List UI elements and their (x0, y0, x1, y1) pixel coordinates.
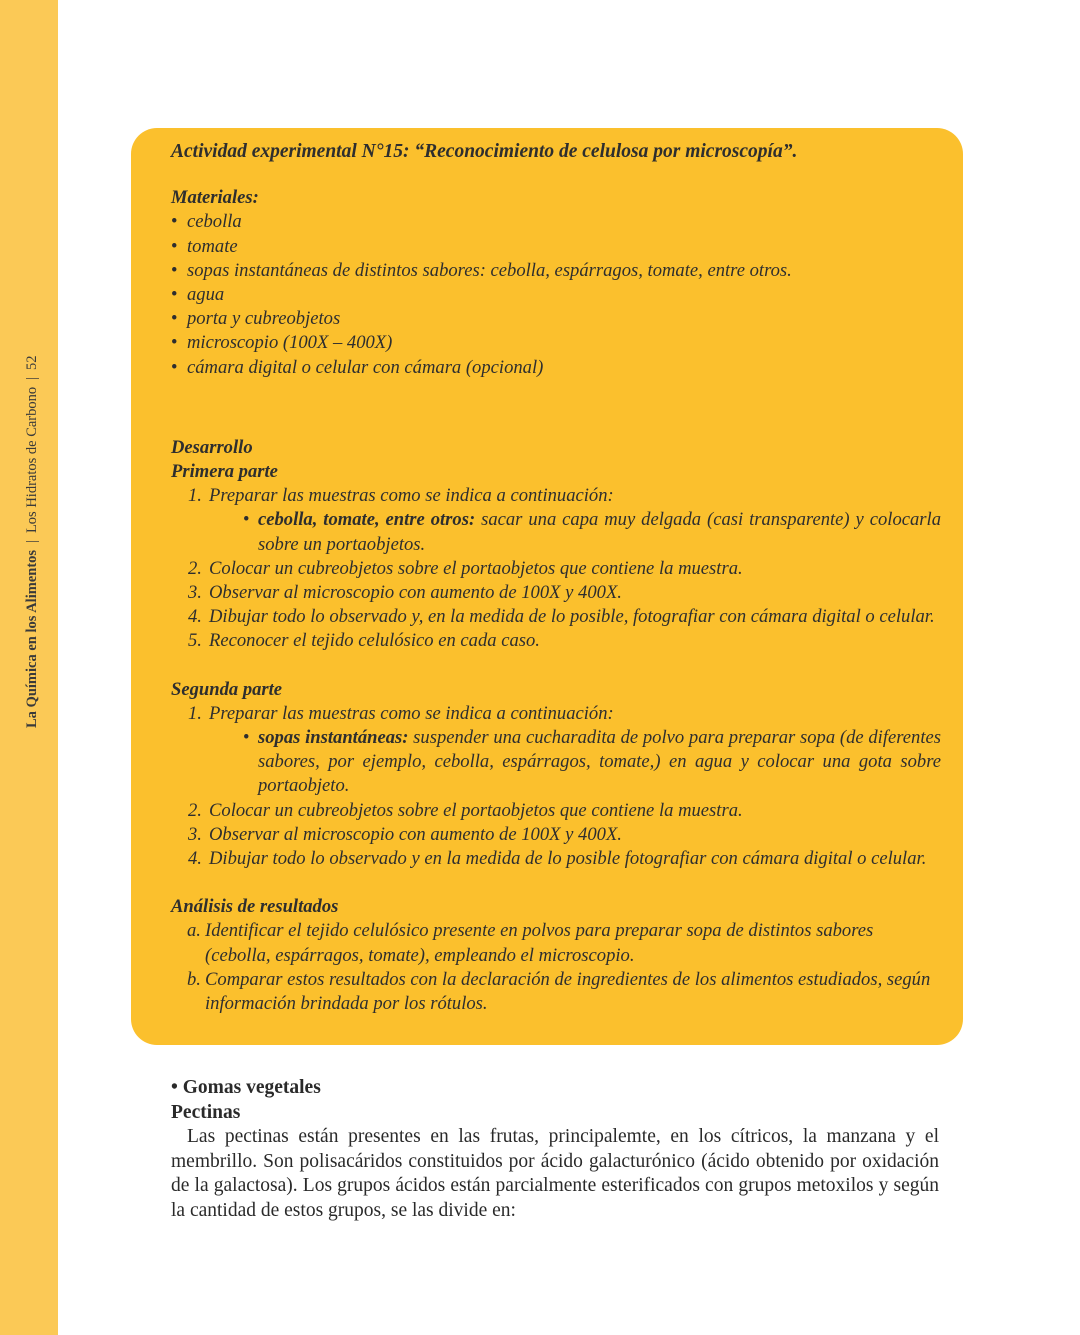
step-text: Colocar un cubreobjetos sobre el portaobjetos que contiene la muestra. (209, 557, 743, 579)
analysis-heading: Análisis de resultados (171, 896, 339, 918)
body-paragraph: Las pectinas están presentes en las frutas, principalemte, en los cítricos, la manzana y el membrillo. Son polisacáridos constituidos por ácido galacturónico (ácido obtenido por oxidación de la galactosa). Los grupos ácidos están parcialmente esterificados con grupos metoxilos y según la cantidad de estos grupos, se las divide en: (171, 1126, 939, 1221)
part1-steps-cont (171, 557, 941, 654)
item-text: Comparar estos resultados con la declaración de ingredientes de los alimentos estudiados, según información brindada por los rótulos. (205, 968, 931, 1015)
step-text: Dibujar todo lo observado y en la medida de lo posible fotografiar con cámara digital o celular. (209, 848, 927, 870)
list-item: 2. Colocar un cubreobjetos sobre el portaobjetos que contiene la muestra. (188, 799, 743, 821)
part1-subitem: • cebolla, tomate, entre otros: sacar una capa muy delgada (casi transparente) y colocarla sobre un portaobjetos. (243, 509, 941, 555)
materials-list (171, 210, 941, 379)
book-title: La Química en los Alimentos (24, 549, 40, 728)
separator: | (24, 376, 40, 380)
development-heading: Desarrollo (171, 436, 253, 458)
sub-bold: sopas instantáneas: (258, 727, 409, 749)
materials-heading: Materiales: (171, 187, 259, 209)
chapter-title: Los Hidratos de Carbono (24, 386, 40, 534)
sub-bold: cebolla, tomate, entre otros: (258, 509, 476, 531)
list-item: 1. Preparar las muestras como se indica a continuación: (188, 485, 614, 507)
list-item: 1. Preparar las muestras como se indica a continuación: (188, 702, 614, 724)
item-label: a. (187, 920, 201, 942)
page-number: 52 (24, 355, 40, 370)
activity-content (171, 140, 941, 1016)
list-item: 3. Observar al microscopio con aumento de 100X y 400X. (188, 582, 622, 604)
part2-heading: Segunda parte (171, 678, 283, 700)
list-item: 4. Dibujar todo lo observado y, en la medida de lo posible, fotografiar con cámara digital o celular. (188, 606, 935, 628)
list-item (171, 919, 941, 967)
list-item: • cámara digital o celular con cámara (opcional) (171, 356, 941, 380)
step-text: Observar al microscopio con aumento de 100X y 400X. (209, 823, 622, 845)
sub-text: suspender una cucharadita de polvo para preparar sopa (de diferentes sabores, por ejemplo, cebolla, espárragos, tomate,) en agua y colocar una gota sobre portaobjeto. (258, 727, 941, 797)
list-item: 3. Observar al microscopio con aumento de 100X y 400X. (188, 823, 622, 845)
list-item: 4. Dibujar todo lo observado y en la medida de lo posible fotografiar con cámara digital o celular. (188, 848, 927, 870)
list-item: • microscopio (100X – 400X) (171, 331, 941, 355)
subheading: Pectinas (171, 1101, 241, 1123)
item-text: Identificar el tejido celulósico presente en polvos para preparar sopa de distintos sabores (cebolla, espárragos, tomate), empleando el microscopio. (205, 920, 874, 966)
part1-heading: Primera parte (171, 461, 278, 483)
sub-text: sacar una capa muy delgada (casi transparente) y colocarla sobre un portaobjetos. (258, 509, 941, 555)
step-text: Dibujar todo lo observado y, en la medida de lo posible, fotografiar con cámara digital o celular. (209, 606, 935, 628)
list-item (171, 968, 941, 1016)
section-heading: • Gomas vegetales (171, 1077, 321, 1098)
list-item: 2. Colocar un cubreobjetos sobre el portaobjetos que contiene la muestra. (188, 557, 743, 579)
list-item: • porta y cubreobjetos (171, 307, 941, 331)
step-text: Preparar las muestras como se indica a continuación: (209, 702, 614, 724)
analysis-list (171, 919, 941, 1016)
separator: | (24, 540, 40, 543)
list-item: • cebolla (171, 210, 941, 234)
list-item: • tomate (171, 235, 941, 259)
step-text: Reconocer el tejido celulósico en cada caso. (209, 630, 540, 652)
part2-steps-cont (171, 799, 941, 872)
list-item: • agua (171, 283, 941, 307)
list-item: • sopas instantáneas de distintos sabores: cebolla, espárragos, tomate, entre otros. (171, 259, 941, 283)
part2-steps (171, 702, 941, 726)
list-item: 5. Reconocer el tejido celulósico en cada caso. (188, 630, 540, 652)
body-section (171, 1076, 939, 1223)
step-text: Preparar las muestras como se indica a continuación: (209, 485, 614, 507)
step-text: Colocar un cubreobjetos sobre el portaobjetos que contiene la muestra. (209, 799, 743, 821)
step-text: Observar al microscopio con aumento de 100X y 400X. (209, 582, 622, 604)
activity-title: Actividad experimental N°15: “Reconocimiento de celulosa por microscopía”. (171, 141, 798, 162)
part1-steps (171, 484, 941, 508)
item-label: b. (187, 968, 201, 990)
running-header (24, 308, 41, 728)
part2-subitem: • sopas instantáneas: suspender una cucharadita de polvo para preparar sopa (de diferentes sabores, por ejemplo, cebolla, espárragos, tomate,) en agua y colocar una gota sobre portaobjeto. (243, 727, 941, 797)
activity-box (131, 128, 963, 1045)
